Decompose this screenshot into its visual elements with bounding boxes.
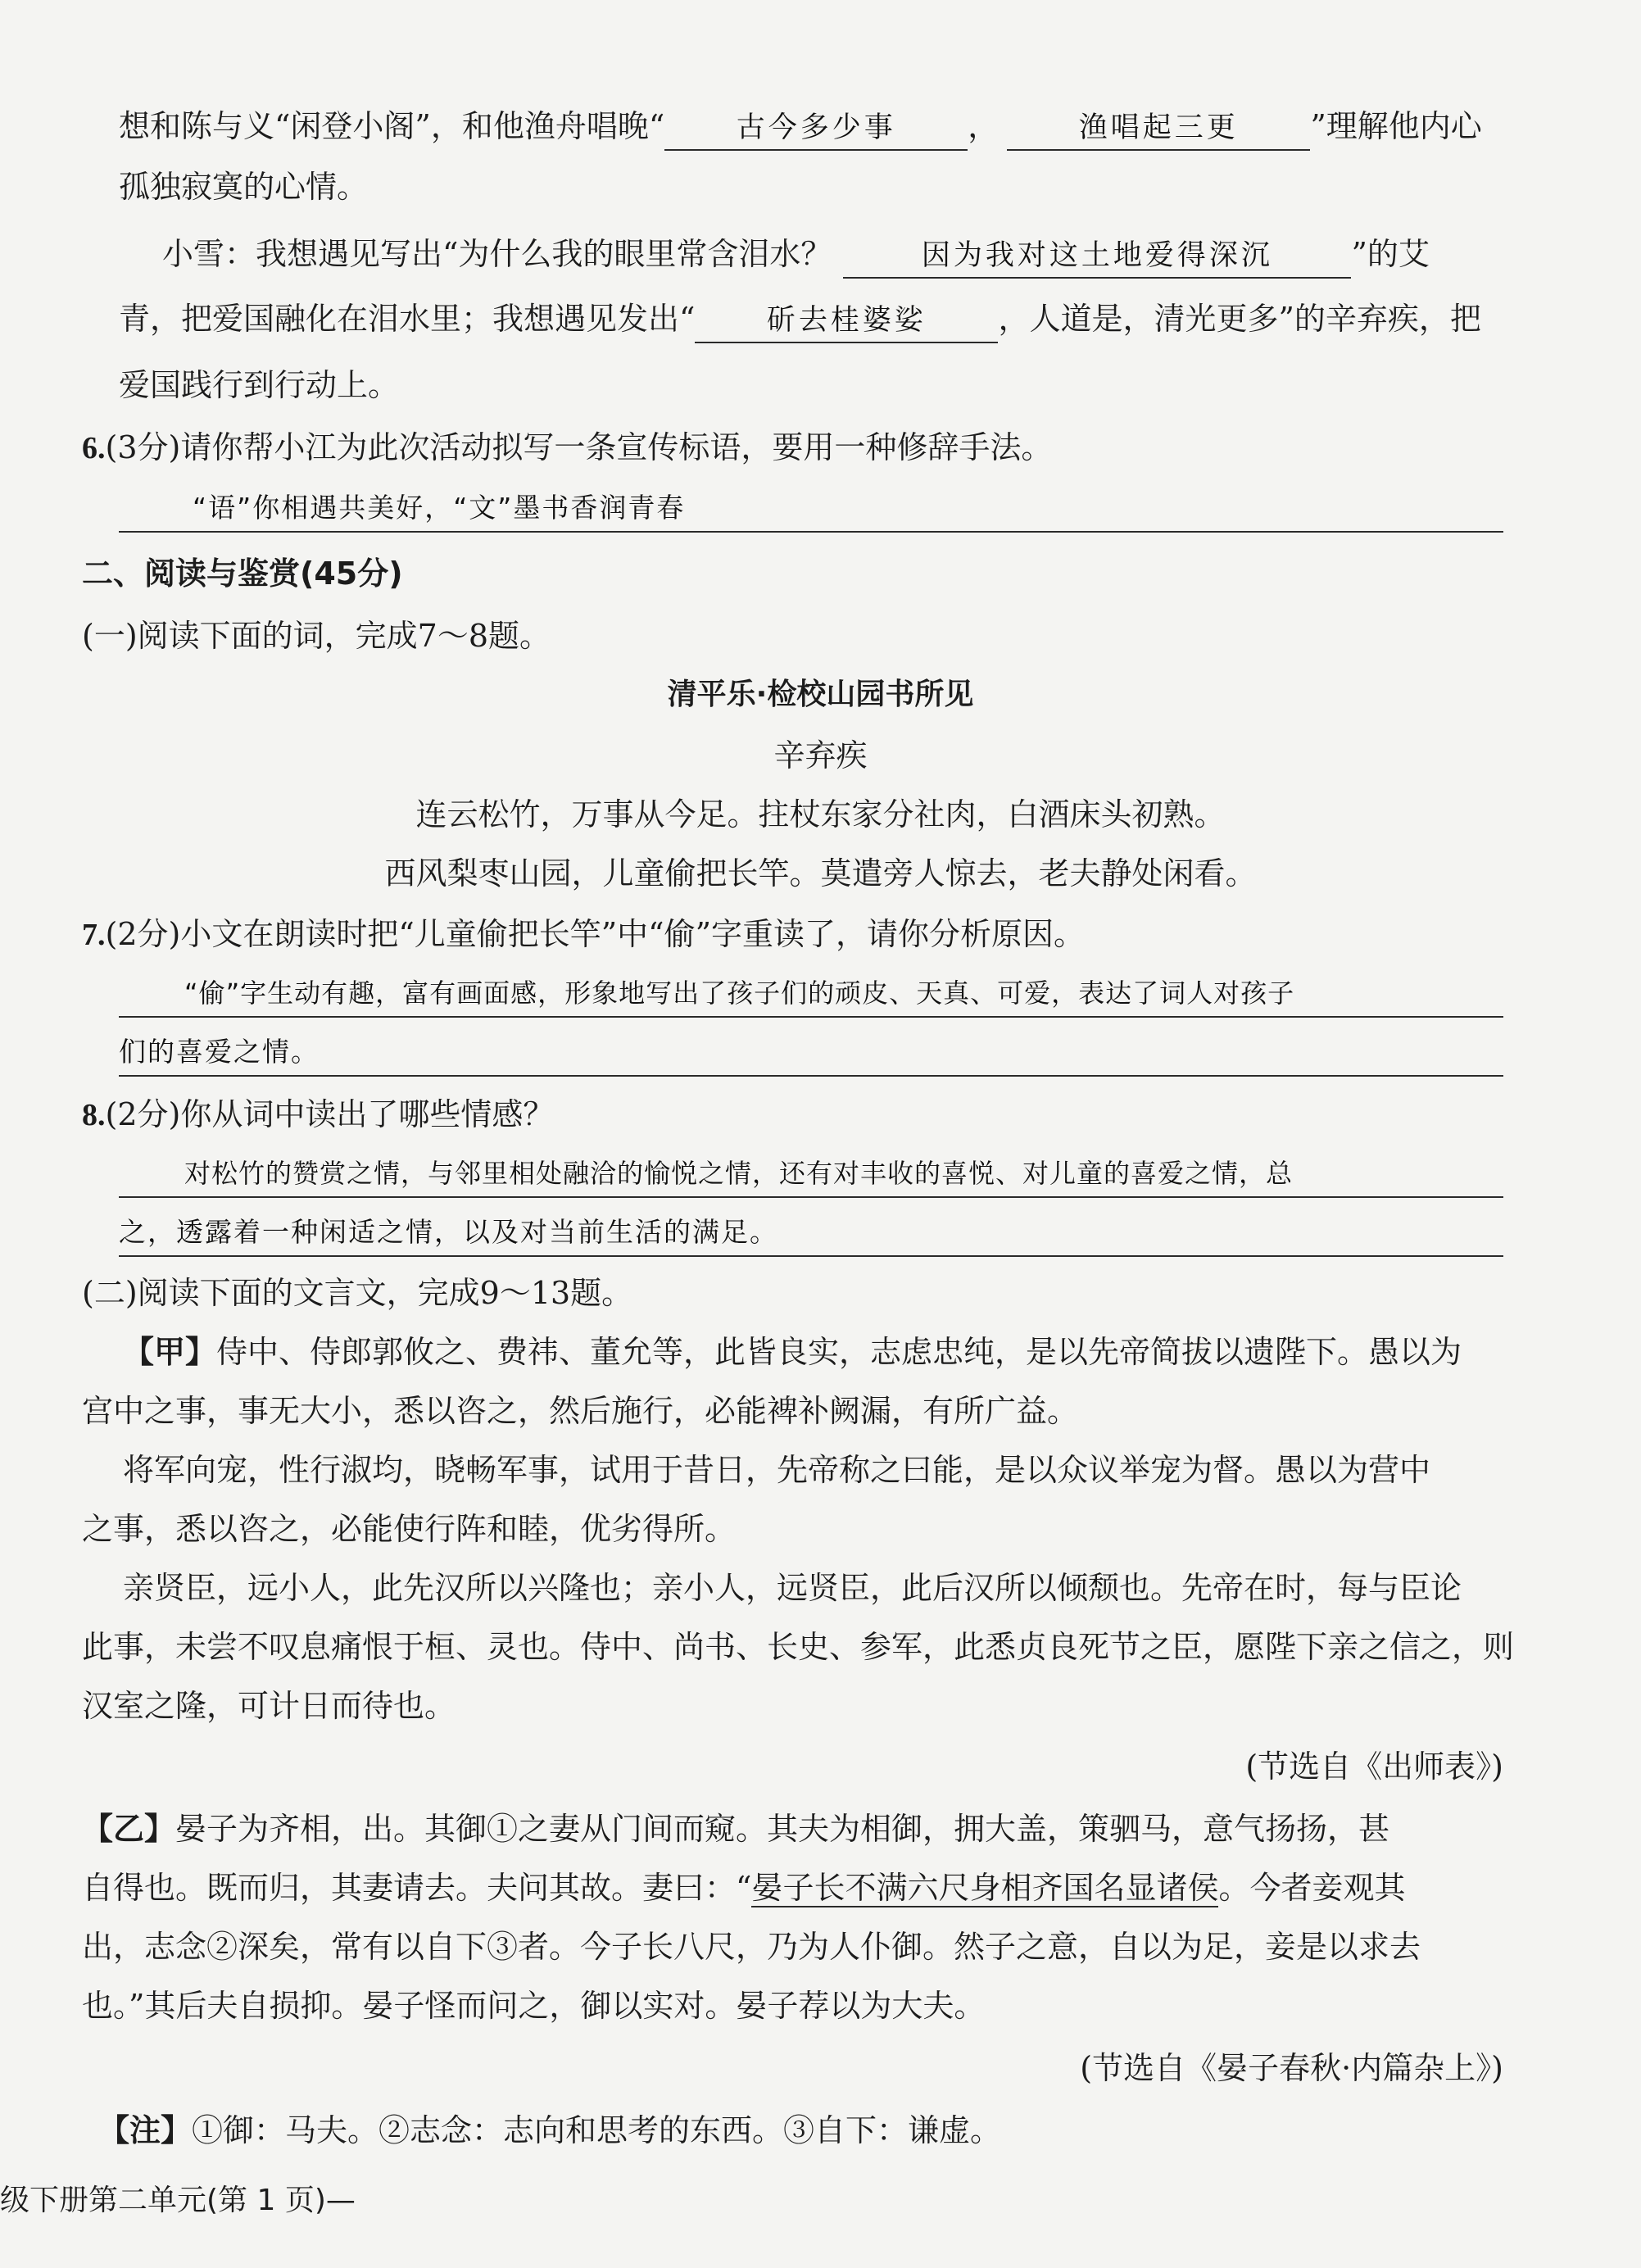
- q5-text: 想和陈与义“闲登小阁”，和他渔舟唱晚“: [119, 108, 665, 144]
- q5-line-3: [162, 233, 1430, 279]
- part-heading: (二)阅读下面的文言文，完成9～13题。: [82, 1275, 633, 1311]
- question-number: 6.: [82, 431, 106, 465]
- passage-jia-line: 汉室之隆，可计日而待也。: [82, 1688, 456, 1724]
- passage-jia-line: 之事，悉以咨之，必能使行阵和睦，优劣得所。: [82, 1511, 737, 1547]
- passage-yi-line: [82, 1867, 1405, 1909]
- answer-line: 对松竹的赞赏之情，与邻里相处融洽的愉悦之情，还有对丰收的喜悦、对儿童的喜爱之情，总: [119, 1150, 1503, 1198]
- passage-yi-line: 出，志念②深矣，常有以自下③者。今子长八尺，乃为人仆御。然子之意，自以为足，妾是以求去: [82, 1929, 1421, 1965]
- passage-source: (节选自《晏子春秋·内篇杂上》): [1080, 2050, 1503, 2086]
- q5-text: ，: [968, 108, 1000, 144]
- passage-jia-line: [123, 1331, 1462, 1373]
- passage-text: 晏子为齐相，出。其御①之妻从门间而窥。其夫为相御，拥大盖，策驷马，意气扬扬，甚: [175, 1811, 1390, 1847]
- answer-line: 们的喜爱之情。: [119, 1029, 1503, 1077]
- underlined-sentence: 晏子长不满六尺身相齐国名显诸侯: [751, 1870, 1219, 1906]
- passage-yi-line: [82, 1808, 1389, 1850]
- question-7: [82, 913, 1085, 956]
- page-footer: 级下册第二单元(第 1 页)—: [0, 2184, 356, 2217]
- answer-blank: 斫去桂婆娑: [695, 299, 998, 343]
- notes: [98, 2109, 1001, 2152]
- passage-jia-line: 此事，未尝不叹息痛恨于桓、灵也。侍中、尚书、长史、参军，此悉贞良死节之臣，愿陛下亲之信之，则: [82, 1629, 1515, 1665]
- q5-text: 小雪：我想遇见写出“为什么我的眼里常含泪水？: [162, 236, 832, 272]
- question-text: (2分)小文在朗读时把“儿童偷把长竿”中“偷”字重读了，请你分析原因。: [105, 916, 1086, 952]
- section-heading: 二、阅读与鉴赏(45分): [82, 556, 403, 592]
- q5-text: ”理解他内心: [1310, 108, 1482, 144]
- q5-text: ，人道是，清光更多”的辛弃疾，把: [998, 301, 1481, 337]
- notes-label: 【注】: [98, 2112, 193, 2148]
- passage-source: (节选自《出师表》): [1245, 1749, 1503, 1785]
- passage-text: 自得也。既而归，其妻请去。夫问其故。妻曰：“: [82, 1870, 752, 1906]
- question-number: 7.: [82, 918, 106, 952]
- q5-text: 青，把爱国融化在泪水里；我想遇见发出“: [119, 301, 696, 337]
- poem-line: 连云松竹，万事从今足。拄杖东家分社肉，白酒床头初熟。: [415, 796, 1226, 832]
- q5-line-4: [119, 297, 1481, 343]
- passage-text: 侍中、侍郎郭攸之、费祎、董允等，此皆良实，志虑忠纯，是以先帝简拔以遗陛下。愚以为: [216, 1334, 1462, 1370]
- question-text: (2分)你从词中读出了哪些情感？: [105, 1096, 555, 1132]
- passage-text: 。今者妾观其: [1218, 1870, 1406, 1906]
- notes-text: ①御：马夫。②志念：志向和思考的东西。③自下：谦虚。: [192, 2112, 1002, 2148]
- question-8: [82, 1093, 554, 1136]
- question-text: (3分)请你帮小江为此次活动拟写一条宣传标语，要用一种修辞手法。: [105, 429, 1053, 465]
- answer-line: 之，透露着一种闲适之情，以及对当前生活的满足。: [119, 1209, 1503, 1257]
- q5-text: ”的艾: [1351, 236, 1430, 272]
- passage-jia-line: 宫中之事，事无大小，悉以咨之，然后施行，必能裨补阙漏，有所广益。: [82, 1393, 1079, 1429]
- passage-jia-line: 将军向宠，性行淑均，晓畅军事，试用于昔日，先帝称之曰能，是以众议举宠为督。愚以为营中: [123, 1452, 1431, 1488]
- part-heading: (一)阅读下面的词，完成7～8题。: [82, 618, 551, 654]
- passage-label: 【乙】: [82, 1811, 176, 1847]
- question-6: [82, 426, 1052, 469]
- q5-line-5: 爱国践行到行动上。: [119, 367, 400, 403]
- answer-line: “偷”字生动有趣，富有画面感，形象地写出了孩子们的顽皮、天真、可爱，表达了词人对孩子: [119, 970, 1503, 1018]
- answer-blank: 因为我对这土地爱得深沉: [843, 234, 1351, 279]
- q5-line-1: [119, 105, 1482, 151]
- poem-author: 辛弃疾: [773, 737, 868, 773]
- poem-title: 清平乐·检校山园书所见: [667, 678, 974, 711]
- passage-label: 【甲】: [123, 1334, 217, 1370]
- passage-jia-line: 亲贤臣，远小人，此先汉所以兴隆也；亲小人，远贤臣，此后汉所以倾颓也。先帝在时，每与臣论: [123, 1570, 1462, 1606]
- passage-yi-line: 也。”其后夫自损抑。晏子怪而问之，御以实对。晏子荐以为大夫。: [82, 1988, 986, 2024]
- answer-blank: 古今多少事: [664, 107, 968, 151]
- poem-line: 西风梨枣山园，儿童偷把长竿。莫遣旁人惊去，老夫静处闲看。: [384, 855, 1257, 891]
- answer-blank: 渔唱起三更: [1007, 107, 1310, 151]
- answer-line: “语”你相遇共美好，“文”墨书香润青春: [119, 485, 1503, 533]
- question-number: 8.: [82, 1098, 106, 1132]
- q5-line-2: 孤独寂寞的心情。: [119, 169, 369, 205]
